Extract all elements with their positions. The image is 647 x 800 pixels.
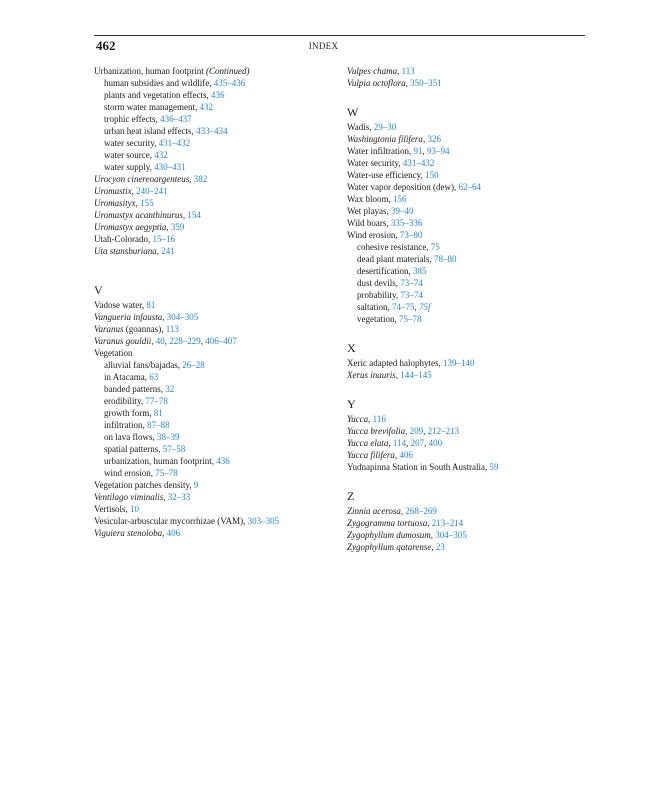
index-entry: Wind erosion, 73–80	[347, 230, 423, 240]
index-entry: Yucca filifera, 406	[347, 450, 413, 460]
index-subentry: erodibility, 77–78	[104, 396, 168, 406]
page-link[interactable]: 436	[211, 90, 225, 100]
page-link[interactable]: 38–39	[157, 432, 180, 442]
header-rule	[94, 35, 585, 36]
page-link[interactable]: 385	[412, 266, 427, 276]
index-entry: Vulpes chama, 113	[347, 66, 415, 76]
index-entry: Vesicular-arbuscular mycorrhizae (VAM), 303–305	[94, 516, 280, 526]
page-link[interactable]: 431–432	[158, 138, 191, 148]
index-entry: Urbanization, human footprint (Continued)	[94, 66, 250, 76]
page-link[interactable]: 406	[166, 528, 181, 538]
index-entry: Water-use efficiency, 150	[347, 170, 439, 180]
index-entry: Yucca elata, 114, 207, 400	[347, 438, 443, 448]
index-entry: Vertisols, 10	[94, 504, 139, 514]
index-entry: Utah-Colorado, 15–16	[94, 234, 175, 244]
index-entry: Varanus gouldii, 40, 228–229, 406–407	[94, 336, 237, 346]
page-link[interactable]: 400	[428, 438, 443, 448]
index-entry: Ventilago viminalis, 32–33	[94, 492, 191, 502]
page-link[interactable]: 63	[149, 372, 159, 382]
page-link[interactable]: 432	[154, 150, 168, 160]
letter-heading-y: Y	[347, 397, 356, 411]
index-entry: Vulpia octoflora, 350–351	[347, 78, 442, 88]
index-subentry: in Atacama, 63	[104, 372, 159, 382]
index-entry: Vangueria infausta, 304–305	[94, 312, 199, 322]
index-subentry: growth form, 81	[104, 408, 163, 418]
index-subentry: trophic effects, 436–437	[104, 114, 192, 124]
index-subentry: spatial patterns, 57–58	[104, 444, 186, 454]
index-entry: Uromastyx acanthinurus, 154	[94, 210, 201, 220]
index-subentry: banded patterns, 32	[104, 384, 175, 394]
page-link[interactable]: 77–78	[145, 396, 168, 406]
index-entry: Water security, 431–432	[347, 158, 435, 168]
index-entry: Uromasityx, 155	[94, 198, 154, 208]
page-link[interactable]: 156	[393, 194, 407, 204]
page-link[interactable]: 155	[140, 198, 154, 208]
index-subentry: urban heat island effects, 433–434	[104, 126, 228, 136]
page-link[interactable]: 73–74	[400, 290, 423, 300]
page-link[interactable]: 57–58	[162, 444, 186, 454]
index-entry: Vegetation patches density, 9	[94, 480, 199, 490]
page-link[interactable]: 304–305	[435, 530, 467, 540]
page-link[interactable]: 303–305	[247, 516, 280, 526]
page-number: 462	[96, 38, 116, 53]
index-subentry: infiltration, 87–88	[104, 420, 170, 430]
index-entry: Wet playas, 39–40	[347, 206, 414, 216]
index-entry: Xeric adapted halophytes, 139–140	[347, 358, 475, 368]
index-subentry: vegetation, 75–78	[357, 314, 422, 324]
page-link[interactable]: 435–436	[213, 78, 246, 88]
page-link[interactable]: 9	[193, 480, 199, 490]
index-entry: Vegetation	[94, 348, 133, 358]
index-entry: Water vapor deposition (dew), 62–64	[347, 182, 481, 192]
page-link[interactable]: 431–432	[402, 158, 435, 168]
index-subentry: storm water management, 432	[104, 102, 213, 112]
page-link[interactable]: 154	[187, 210, 201, 220]
index-subentry: water source, 432	[104, 150, 168, 160]
page-link[interactable]: 75–78	[155, 468, 178, 478]
page-link[interactable]: 113	[165, 324, 179, 334]
letter-heading-v: V	[94, 283, 103, 297]
page-link[interactable]: 74–75	[392, 302, 415, 312]
index-subentry: dust devils, 73–74	[357, 278, 423, 288]
index-column-right	[347, 65, 587, 553]
page-link[interactable]: 93–94	[427, 146, 450, 156]
page-link[interactable]: 15–16	[152, 234, 175, 244]
page-link[interactable]: 382	[193, 174, 208, 184]
index-subentry: desertification, 385	[357, 266, 427, 276]
page-link[interactable]: 433–434	[196, 126, 228, 136]
page-link[interactable]: 150	[425, 170, 439, 180]
index-entry: Yucca brevifolia, 209, 212–213	[347, 426, 460, 436]
page-link[interactable]: 75–78	[399, 314, 422, 324]
page-link[interactable]: 359	[170, 222, 185, 232]
index-subentry: cohesive resistance, 75	[357, 242, 440, 252]
running-head: INDEX	[308, 41, 339, 51]
page-link[interactable]: 268–269	[405, 506, 437, 516]
index-subentry: water security, 431–432	[104, 138, 191, 148]
index-subentry: saltation, 74–75, 75f	[357, 302, 431, 312]
index-subentry: urbanization, human footprint, 436	[104, 456, 230, 466]
index-subentry: on lava flows, 38–39	[104, 432, 180, 442]
page-link[interactable]: 144–145	[400, 370, 432, 380]
page-link[interactable]: 114	[392, 438, 407, 448]
page-link[interactable]: 326	[427, 134, 441, 144]
index-entry: Water infiltration, 91, 93–94	[347, 146, 450, 156]
page-link[interactable]: 91	[413, 146, 423, 156]
page-link[interactable]: 62–64	[458, 182, 481, 192]
index-subentry: human subsidies and wildlife, 435–436	[104, 78, 246, 88]
page-link[interactable]: 335–336	[390, 218, 423, 228]
index-entry: Zygogramma tortuosa, 213–214	[347, 518, 464, 528]
page-link[interactable]: 116	[372, 414, 386, 424]
index-entry: Wild boars, 335–336	[347, 218, 423, 228]
page-link[interactable]: 209	[409, 426, 424, 436]
page-link[interactable]: 78–80	[433, 254, 457, 264]
index-entry: Washingtonia filifera, 326	[347, 134, 441, 144]
letter-heading-z: Z	[347, 489, 355, 503]
page-link[interactable]: 73–74	[400, 278, 423, 288]
page-link[interactable]: 213–214	[431, 518, 464, 528]
index-subentry: alluvial fans/bajadas, 26–28	[104, 360, 205, 370]
letter-heading-x: X	[347, 341, 356, 355]
page-link[interactable]: 436	[216, 456, 230, 466]
page-link[interactable]: 406	[399, 450, 413, 460]
index-entry: Urocyon cinereoargenteus, 382	[94, 174, 208, 184]
page-link[interactable]: 39–40	[391, 206, 414, 216]
index-entry: Vadose water, 81	[94, 300, 156, 310]
page-link[interactable]: 212–213	[427, 426, 460, 436]
page-link[interactable]: 40	[155, 336, 165, 346]
index-entry: Xerus inauris, 144–145	[347, 370, 432, 380]
page-link[interactable]: 304–305	[166, 312, 199, 322]
index-entry: Uta stansburiana, 241	[94, 246, 175, 256]
page-link[interactable]: 73–80	[399, 230, 423, 240]
page-link[interactable]: 75f	[419, 302, 431, 312]
letter-heading-w: W	[347, 105, 359, 119]
page-link[interactable]: 75	[430, 242, 440, 252]
index-entry: Viguiera stenoloba, 406	[94, 528, 181, 538]
index-entry: Yudnapinna Station in South Australia, 59	[347, 462, 499, 472]
page-link[interactable]: 87–88	[147, 420, 170, 430]
page-link[interactable]: 23	[435, 542, 445, 552]
page-link[interactable]: 59	[489, 462, 499, 472]
page-link[interactable]: 29–30	[373, 122, 397, 132]
index-subentry: plants and vegetation effects, 436	[104, 90, 225, 100]
index-entry: Zinnia acerosa, 268–269	[347, 506, 437, 516]
index-entry: Wadis, 29–30	[347, 122, 397, 132]
index-entry: Varanus (goannas), 113	[94, 324, 179, 334]
page-link[interactable]: 32	[165, 384, 175, 394]
index-entry: Yucca, 116	[347, 414, 386, 424]
index-entry: Uromastix, 240–241	[94, 186, 168, 196]
index-subentry: probability, 73–74	[357, 290, 423, 300]
page-link[interactable]: 240–241	[136, 186, 168, 196]
page-link[interactable]: 113	[401, 66, 415, 76]
page-link[interactable]: 432	[199, 102, 213, 112]
index-entry: Zygophyllum qatarense, 23	[347, 542, 445, 552]
index-entry: Zygophyllum dumosum, 304–305	[347, 530, 467, 540]
page-link[interactable]: 139–140	[442, 358, 475, 368]
page-link[interactable]: 430–431	[154, 162, 186, 172]
page-link[interactable]: 81	[146, 300, 156, 310]
page-link[interactable]: 241	[161, 246, 175, 256]
page-link[interactable]: 32–33	[167, 492, 191, 502]
page-link[interactable]: 350–351	[410, 78, 442, 88]
index-column-left	[94, 65, 334, 539]
page-link[interactable]: 10	[130, 504, 139, 514]
page-link[interactable]: 228–229	[169, 336, 201, 346]
index-entry: Uromastyx aegyptia, 359	[94, 222, 185, 232]
page-link[interactable]: 207	[410, 438, 425, 448]
page-link[interactable]: 81	[153, 408, 163, 418]
index-subentry: water supply, 430–431	[104, 162, 186, 172]
page-link[interactable]: 436–437	[160, 114, 192, 124]
index-subentry: dead plant materials, 78–80	[357, 254, 457, 264]
index-entry: Wax bloom, 156	[347, 194, 407, 204]
page-link[interactable]: 26–28	[182, 360, 205, 370]
page-link[interactable]: 406–407	[205, 336, 237, 346]
index-subentry: wind erosion, 75–78	[104, 468, 178, 478]
